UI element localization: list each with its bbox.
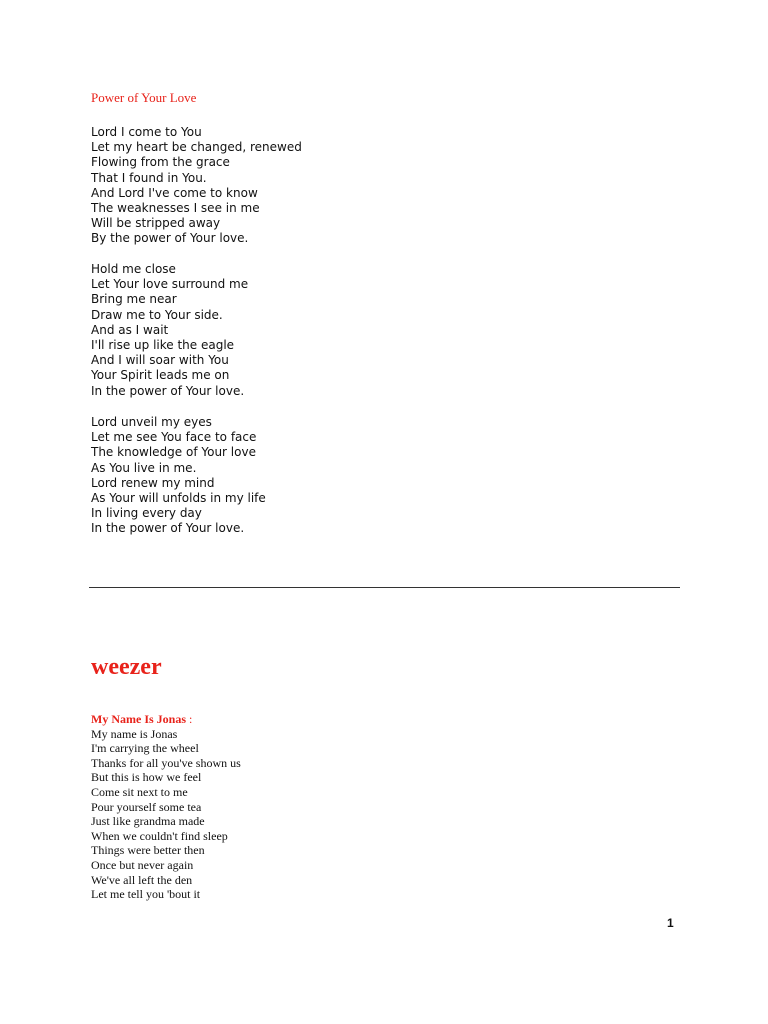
lyric-line: Lord unveil my eyes	[91, 415, 212, 429]
lyric-line: And Lord I've come to know	[91, 185, 258, 200]
lyric-line: By the power of Your love.	[91, 231, 249, 246]
lyric-line: Come sit next to me	[91, 784, 188, 799]
lyric-line: The knowledge of Your love	[91, 445, 256, 460]
lyric-line: When we couldn't find sleep	[91, 828, 228, 843]
lyric-line: As You live in me.	[91, 460, 197, 475]
lyric-line: My name is Jonas	[91, 726, 178, 741]
lyric-line: Hold me close	[91, 262, 176, 276]
lyric-line: We've all left the den	[91, 872, 193, 887]
stanza-2	[91, 262, 248, 399]
lyric-line: Draw me to Your side.	[91, 307, 223, 322]
lyric-line: Let me see You face to face	[91, 430, 257, 445]
lyric-line: In living every day	[91, 506, 202, 521]
lyric-line: Lord I come to You	[91, 125, 202, 139]
lyric-line: Will be stripped away	[91, 216, 221, 231]
song-2-title: My Name Is Jonas	[91, 712, 186, 726]
lyric-line: Pour yourself some tea	[91, 799, 202, 814]
lyric-line: But this is how we feel	[91, 770, 202, 785]
lyric-line: Lord renew my mind	[91, 475, 215, 490]
lyric-line: Your Spirit leads me on	[91, 368, 230, 383]
lyric-line: Thanks for all you've shown us	[91, 755, 241, 770]
lyric-line: And as I wait	[91, 322, 169, 337]
lyric-line: Just like grandma made	[91, 814, 205, 829]
lyric-line: Let Your love surround me	[91, 277, 249, 292]
lyric-line: I'm carrying the wheel	[91, 741, 199, 756]
lyric-line: Let me tell you 'bout it	[91, 887, 201, 902]
song-2-title-separator: :	[186, 712, 193, 726]
horizontal-divider	[89, 587, 680, 588]
lyric-line: Once but never again	[91, 857, 194, 872]
page-number: 1	[667, 916, 674, 930]
lyric-line: I'll rise up like the eagle	[91, 338, 235, 353]
lyric-line: Bring me near	[91, 292, 177, 307]
band-name-heading: weezer	[91, 654, 162, 680]
stanza-1	[91, 125, 302, 247]
lyric-line: That I found in You.	[91, 170, 207, 185]
song-title: Power of Your Love	[91, 90, 197, 105]
lyric-line: Things were better then	[91, 843, 205, 858]
song-2-heading	[91, 712, 241, 727]
lyric-line: And I will soar with You	[91, 353, 229, 368]
lyric-line: The weaknesses I see in me	[91, 201, 260, 216]
lyric-line: In the power of Your love.	[91, 383, 245, 398]
lyric-line: As Your will unfolds in my life	[91, 491, 266, 506]
stanza-3	[91, 415, 266, 537]
lyric-line: In the power of Your love.	[91, 521, 245, 536]
lyric-line: Flowing from the grace	[91, 155, 230, 170]
lyric-line: Let my heart be changed, renewed	[91, 140, 302, 155]
song-2-block	[91, 712, 241, 902]
